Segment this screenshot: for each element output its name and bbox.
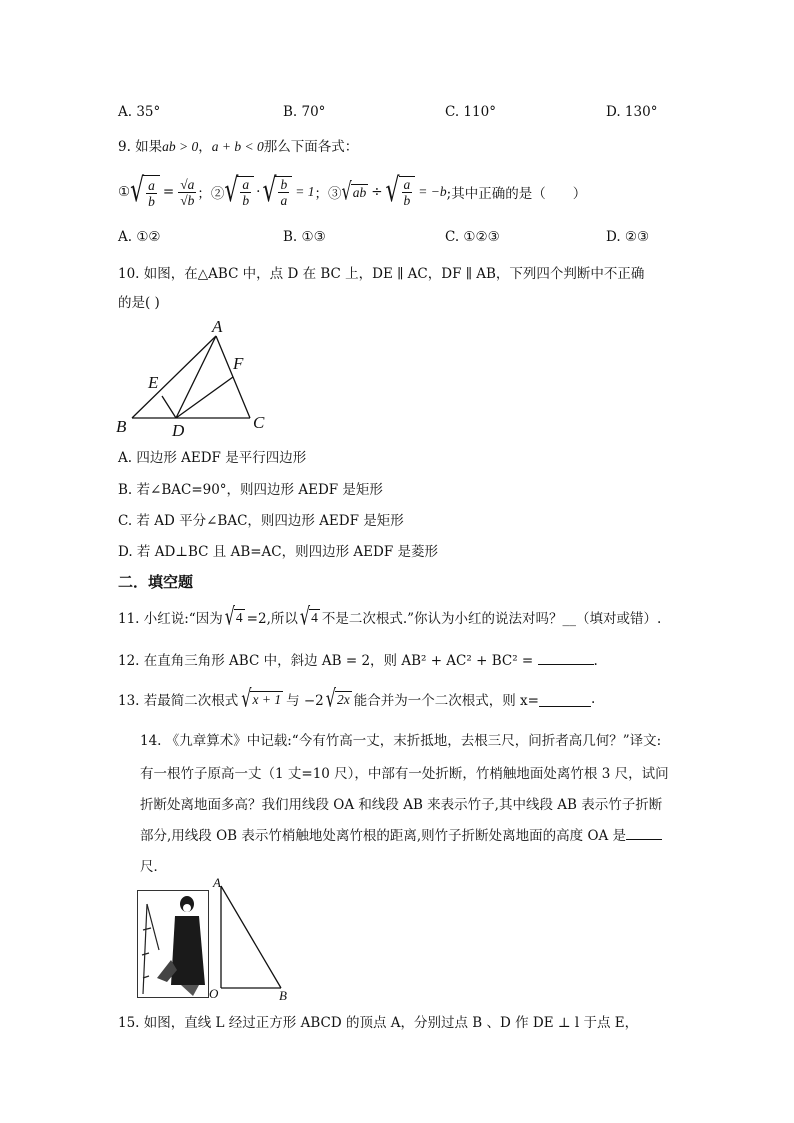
q14-line5: 尺．: [140, 859, 167, 875]
q14-line4: 部分,用线段 OB 表示竹梢触地处离竹根的距离,则竹子折断处离地面的高度 OA 是: [140, 824, 662, 844]
q10-option-c: C. 若 AD 平分∠BAC，则四边形 AEDF 是矩形: [118, 513, 404, 529]
label-f: F: [233, 354, 244, 373]
q10-option-a: A. 四边形 AEDF 是平行四边形: [118, 450, 307, 466]
q8-option-b: B. 70°: [283, 104, 326, 120]
q14-line2: 有一根竹子原高一丈（1 丈=10 尺），中部有一处折断，竹梢触地面处离竹根 3 尺，试问: [140, 766, 669, 782]
q8-option-a: A. 35°: [118, 104, 161, 120]
q8-option-c: C. 110°: [445, 104, 496, 120]
label-a: A: [212, 317, 223, 336]
label-d: D: [172, 421, 185, 440]
label-c: C: [253, 413, 265, 432]
q11: 11. 小红说:“因为 √4 =2,所以 √4 不是二次根式.”你认为小红的说法对吗？__（填对或错）.: [118, 602, 662, 631]
q8-option-d: D. 130°: [606, 104, 658, 120]
q12: 12. 在直角三角形 ABC 中，斜边 AB = 2，则 AB² + AC² + BC² = .: [118, 653, 598, 669]
section-title: 二．填空题: [118, 573, 194, 591]
label-e: E: [148, 373, 159, 392]
triangle-abc-figure: [112, 314, 282, 440]
q15-line1: 15. 如图，直线 L 经过正方形 ABCD 的顶点 A，分别过点 B 、D 作 DE ⊥ l 于点 E，: [118, 1015, 639, 1031]
right-triangle-oab: [205, 874, 295, 1002]
q9-stem: 9. 如果ab > 0，a + b < 0那么下面各式：: [118, 139, 359, 155]
q10-option-d: D. 若 AD⊥BC 且 AB=AC，则四边形 AEDF 是菱形: [118, 544, 439, 560]
q9-option-a: A. ①②: [118, 229, 161, 245]
q13-answer-blank[interactable]: [539, 692, 591, 707]
q14-answer-blank[interactable]: [626, 839, 662, 840]
q10-option-b: B. 若∠BAC=90°，则四边形 AEDF 是矩形: [118, 482, 383, 498]
q14-line1: 14. 《九章算术》中记载:“今有竹高一丈，末折抵地，去根三尺，问折者高几何？”译文:: [140, 733, 662, 749]
label-a-q14: A: [213, 875, 221, 890]
q12-answer-blank[interactable]: [538, 664, 594, 665]
q13: 13. 若最简二次根式 √x + 1 与 −2 √2x 能合并为一个二次根式，则 x= .: [118, 684, 596, 713]
q10-stem-line2: 的是( ): [118, 295, 160, 311]
q14-line3: 折断处离地面多高？我们用线段 OA 和线段 AB 来表示竹子,其中线段 AB 表示竹子折断: [140, 797, 663, 813]
q9-option-b: B. ①③: [283, 229, 326, 245]
q9-formulas: ① √ $\frac{a}{b}$ = $\frac{√a}{√b}$ ；② √ $\frac{a}{b}$ · √ $\frac{b}{a}$ = 1 ；③ √ab ÷ √ $\frac{a}{b}$ = −b ;其中正确的是（ ）: [118, 172, 587, 210]
q9-option-d: D. ②③: [606, 229, 650, 245]
q10-stem-line1: 10. 如图，在△ABC 中，点 D 在 BC 上，DE ∥ AC，DF ∥ AB，下列四个判断中不正确: [118, 266, 645, 282]
label-b: B: [116, 417, 127, 436]
label-b-q14: B: [279, 988, 287, 1002]
label-o-q14: O: [209, 986, 219, 1001]
q9-option-c: C. ①②③: [445, 229, 500, 245]
bamboo-illustration: [137, 890, 209, 998]
formula-1-lhs: √ $\frac{a}{b}$: [130, 175, 160, 209]
formula-1-rhs: $\frac{√a}{√b}$: [180, 176, 195, 208]
